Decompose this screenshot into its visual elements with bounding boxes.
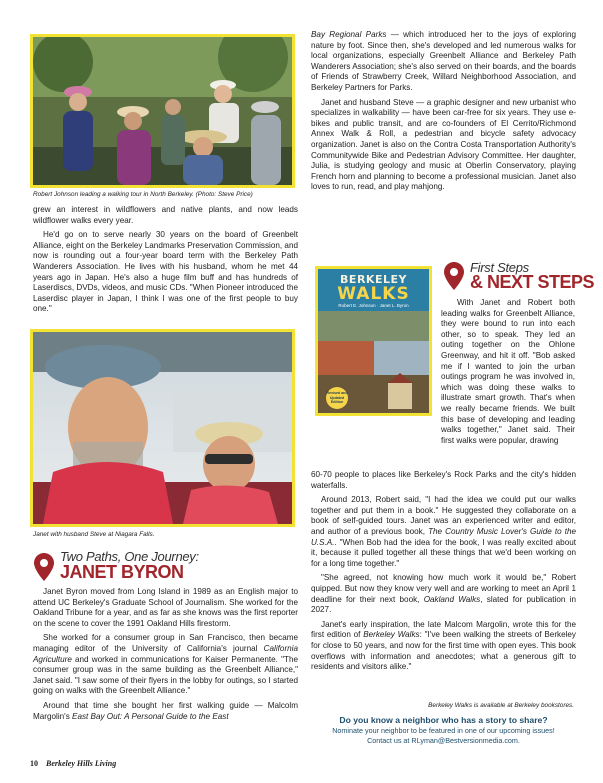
section-steps-subtitle: First Steps — [470, 260, 529, 275]
publication-name: Berkeley Hills Living — [46, 759, 117, 768]
left-p5-a: Around that time she bought her first walking guide — Malcolm Margolin's — [33, 700, 298, 721]
niagara-image — [33, 332, 292, 524]
photo-walking-tour — [30, 34, 295, 188]
left-p3: Janet Byron moved from Long Island in 1989 as an English major to attend UC Berkeley's Graduate School of Journalism. She worked for the Oakland Tribune for a year, and as far as she knows was the first reporter on the scene to cover the 1991 Oakland Hills firestorm. — [33, 587, 298, 628]
book-cover-inner — [318, 269, 429, 413]
promo-box — [311, 714, 576, 746]
left-p4-italic: California Agriculture — [33, 643, 298, 664]
left-p4-a: She worked for a consumer group in San Francisco, then became managing editor of the University of California's journal — [33, 633, 298, 653]
book-cover — [315, 266, 432, 416]
page-number: 10 — [30, 759, 38, 768]
promo-contact-link[interactable]: Contact us at RLyman@Bestversionmedia.com. — [367, 736, 520, 745]
book-authors: Robert E. Johnson · Janet L. Byron — [338, 303, 409, 308]
right-p6-b: : "I've been walking the streets of Berkeley for close to 50 years, and now for the first time with open eyes. This book overflows with information and anecdotes; what a generous gift to residents and visitors alike." — [311, 630, 576, 672]
right-p1-italic: Bay Regional Parks — [311, 30, 387, 39]
right-text-upper — [311, 30, 576, 197]
right-p6 — [311, 620, 576, 673]
right-p4-italic: The Country Music Lover's Guide to the U.S.A. — [311, 526, 576, 547]
right-p4-a: Around 2013, Robert said, "I had the idea we could put our walks together and put them in a book." He suggested they collaborate on a book of self-guided tours. Janet was an experienced writer and editor, and author of a previous book, — [311, 495, 576, 536]
right-text-narrow — [441, 298, 575, 450]
photo2-caption: Janet with husband Steve at Niagara Falls. — [33, 531, 155, 538]
right-p5-b: , slated for publication in 2027. — [311, 594, 576, 615]
photo-niagara — [30, 329, 295, 527]
map-pin-icon — [34, 553, 54, 581]
section-janet-subtitle: Two Paths, One Journey: — [60, 549, 199, 564]
book-badge-text: Revised and Updated Edition — [326, 391, 348, 405]
book-title-band — [318, 269, 429, 311]
left-p4-b: and worked in communications for Kaiser Permanente. "The consumer group was in the same building as the Greenbelt Alliance," Janet said. "I saw some of their flyers in the lobby for outings, so I started going on walks with the Greenbelt Alliance." — [33, 654, 298, 696]
right-p5-italic: Oakland Walks — [423, 594, 481, 604]
left-text-lower — [33, 587, 298, 726]
left-p5-italic: East Bay Out: A Personal Guide to the East — [72, 711, 229, 721]
book-title-line1: BERKELEY — [340, 273, 407, 286]
promo-headline: Do you know a neighbor who has a story to share? — [339, 715, 548, 725]
left-text-upper — [33, 205, 298, 319]
left-p4 — [33, 633, 298, 697]
walking-tour-image — [33, 37, 292, 185]
photo1-caption: Robert Johnson leading a walking tour in North Berkeley. (Photo: Steve Price) — [33, 191, 253, 198]
book-title-line2: WALKS — [337, 284, 410, 304]
page-footer — [30, 759, 116, 768]
right-p2: Janet and husband Steve — a graphic designer and new urbanist who specializes in walkability — have been car-free for six years. They use e-bikes and public transit, and are co-founders of El Cerrito/Richmond Annex Walk & Roll, a pedestrian and bicycle safety advocacy organization. Janet is also on the Contra Costa Transportation Authority's Communitywide Bike and Pedestrian Advisory Committee. Her daughter, Julia, is studying geology and music at Oberlin Conservatory, playing French horn and planning to become a professional musician. Janet also loves to run, read, and play mahjong. — [311, 97, 576, 192]
map-pin-icon-2 — [444, 262, 464, 290]
book-badge — [326, 387, 348, 409]
right-p4 — [311, 495, 576, 569]
right-p1-b: — which introduced her to the joys of exploring nature by foot. Since then, she's developed and led numerous walks for local organizations, especially Greenbelt Alliance and Berkeley Path Wanderers Association; she's also served on their boards, and the boards of Friends of Strawberry Creek, Willard Neighborhood Association, and Berkeley Partners for Parks. — [311, 30, 577, 92]
right-p1 — [311, 30, 576, 94]
right-p3-cont: 60-70 people to places like Berkeley's Rock Parks and the city's hidden waterfalls. — [311, 470, 576, 490]
left-p5 — [33, 701, 298, 722]
right-p5-a: "She agreed, not knowing how much work it would be," Robert quipped. But now they know very well and are working to meet an April 1 deadline for their next book, — [311, 573, 576, 604]
book-caption: Berkeley Walks is available at Berkeley bookstores. — [428, 702, 574, 709]
right-p5 — [311, 573, 576, 615]
right-p6-a: Janet's early inspiration, the late Malcom Margolin, wrote this for the first edition of — [311, 619, 576, 640]
right-p3: With Janet and Robert both leading walks for Greenbelt Alliance, they were bound to run into each other, so to speak. They led an outing together on the Ohlone Greenway, and hit it off. "Bob asked me if I wanted to join the urban outings program he was involved in, which was doing these walks to illustrate smart growth. That's when we really became friends. We built this base of developing and leading walks together," Janet said. Their first walks were popular, drawing — [441, 298, 575, 445]
right-p4-b: . "When Bob had the idea for the book, I was really excited about it, because it pulled together all these things that we'd been working on for a long time together." — [311, 537, 576, 568]
left-p2: He'd go on to serve nearly 30 years on the board of Greenbelt Alliance, eight on the Berkeley Landmarks Preservation Commission, and now is rounding out a four-year board term with the Berkeley Path Wanderers Association. He lives with his husband, whom he met 44 years ago in Japan. He's also a huge film buff and has hundreds of Laserdiscs, DVDs, videos, and music CDs. "When Pioneer introduced the Laserdisc player in Japan, I think I was one of the first people to buy one." — [33, 230, 298, 314]
right-text-lower — [311, 470, 576, 677]
section-janet-title: JANET BYRON — [60, 562, 184, 582]
promo-line2: Nominate your neighbor to be featured in one of our upcoming issues! — [332, 726, 555, 735]
left-p1: grew an interest in wildflowers and native plants, and now leads wildflower walks every year. — [33, 205, 298, 225]
section-steps-title: & NEXT STEPS — [470, 272, 595, 292]
right-p6-italic: Berkeley Walks — [363, 630, 420, 640]
